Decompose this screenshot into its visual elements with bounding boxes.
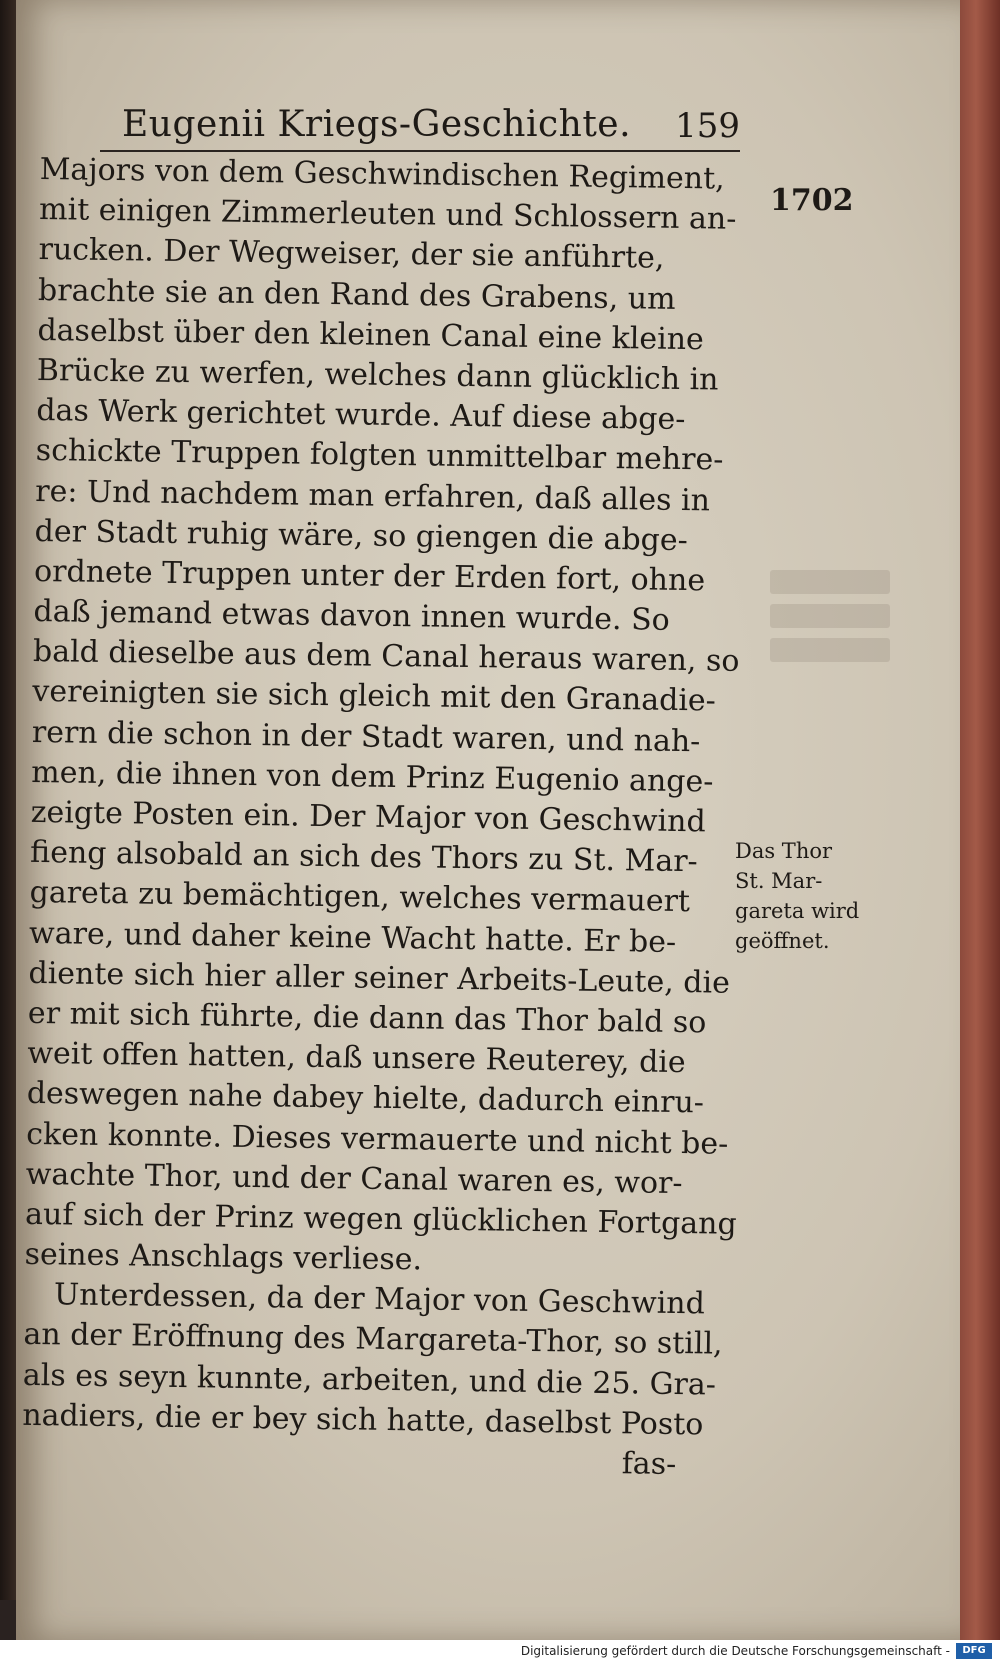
running-title: Eugenii Kriegs-Geschichte. <box>122 104 632 145</box>
previous-page-bleed <box>0 160 20 320</box>
text-line: Unterdessen, da der Major von Geschwind <box>53 1277 706 1322</box>
text-line: gareta zu bemächtigen, welches vermauert <box>29 875 691 920</box>
marginal-year: 1702 <box>770 183 854 218</box>
footer-bar <box>0 1640 1000 1664</box>
dfg-logo-icon: DFG <box>956 1643 992 1659</box>
text-line: fieng alsobald an sich des Thors zu St. Mar- <box>29 835 698 880</box>
margin-note-line: gareta wird <box>735 899 860 923</box>
text-line: schickte Truppen folgten unmittelbar mehre- <box>35 433 724 478</box>
text-line: ware, und daher keine Wacht hatte. Er be- <box>28 915 677 960</box>
text-line: Majors von dem Geschwindischen Regiment, <box>39 151 725 197</box>
margin-note-line: Das Thor <box>735 839 833 863</box>
text-line: als es seyn kunnte, arbeiten, und die 25. Gra- <box>22 1357 717 1403</box>
page-number: 159 <box>675 106 740 146</box>
text-line: weit offen hatten, daß unsere Reuterey, die <box>27 1036 686 1081</box>
text-line: ordnete Truppen unter der Erden fort, ohne <box>33 553 706 599</box>
text-line: rern die schon in der Stadt waren, und nah- <box>31 714 701 759</box>
text-line: das Werk gerichtet wurde. Auf diese abge- <box>36 393 686 438</box>
body-text <box>21 150 739 1486</box>
text-line: wachte Thor, und der Canal waren es, wor- <box>25 1156 683 1201</box>
text-line: daselbst über den kleinen Canal eine kleine <box>37 312 705 358</box>
text-line: seines Anschlags verliese. <box>24 1236 423 1278</box>
book-edge-right <box>960 0 1000 1640</box>
text-line: daß jemand etwas davon innen wurde. So <box>33 594 670 638</box>
footer-credit: Digitalisierung gefördert durch die Deutsche Forschungsgemeinschaft - <box>520 1644 950 1658</box>
text-line: zeigte Posten ein. Der Major von Geschwind <box>30 794 706 840</box>
show-through-marks <box>770 570 890 680</box>
text-line: er mit sich führte, die dann das Thor bald so <box>27 995 707 1041</box>
text-line: men, die ihnen von dem Prinz Eugenio ange- <box>31 754 714 800</box>
margin-note <box>735 836 860 956</box>
text-line: mit einigen Zimmerleuten und Schlossern an- <box>38 192 737 237</box>
text-line: bald dieselbe aus dem Canal heraus waren, so <box>32 634 740 680</box>
text-line: vereinigten sie sich gleich mit den Granadie- <box>32 674 717 719</box>
text-line: an der Eröffnung des Margareta-Thor, so still, <box>23 1317 723 1363</box>
text-line: der Stadt ruhig wäre, so giengen die abge- <box>34 513 688 558</box>
text-line: re: Und nachdem man erfahren, daß alles in <box>34 473 711 518</box>
margin-note-line: geöffnet. <box>735 929 830 953</box>
margin-note-line: St. Mar- <box>735 869 823 893</box>
text-line: Brücke zu werfen, welches dann glücklich in <box>36 352 719 398</box>
catchword: fas- <box>621 1446 677 1483</box>
page-header <box>100 100 740 152</box>
text-line: deswegen nahe dabey hielte, dadurch einru- <box>26 1076 705 1121</box>
text-line: auf sich der Prinz wegen glücklichen Fortgang <box>24 1196 737 1242</box>
text-line: diente sich hier aller seiner Arbeits-Leute, die <box>28 955 731 1001</box>
text-line: cken konnte. Dieses vermauerte und nicht be- <box>26 1116 729 1162</box>
text-line: nadiers, die er bey sich hatte, daselbst Posto <box>22 1397 704 1443</box>
text-line: brachte sie an den Rand des Grabens, um <box>37 272 676 317</box>
text-line: rucken. Der Wegweiser, der sie anführte, <box>38 232 665 277</box>
